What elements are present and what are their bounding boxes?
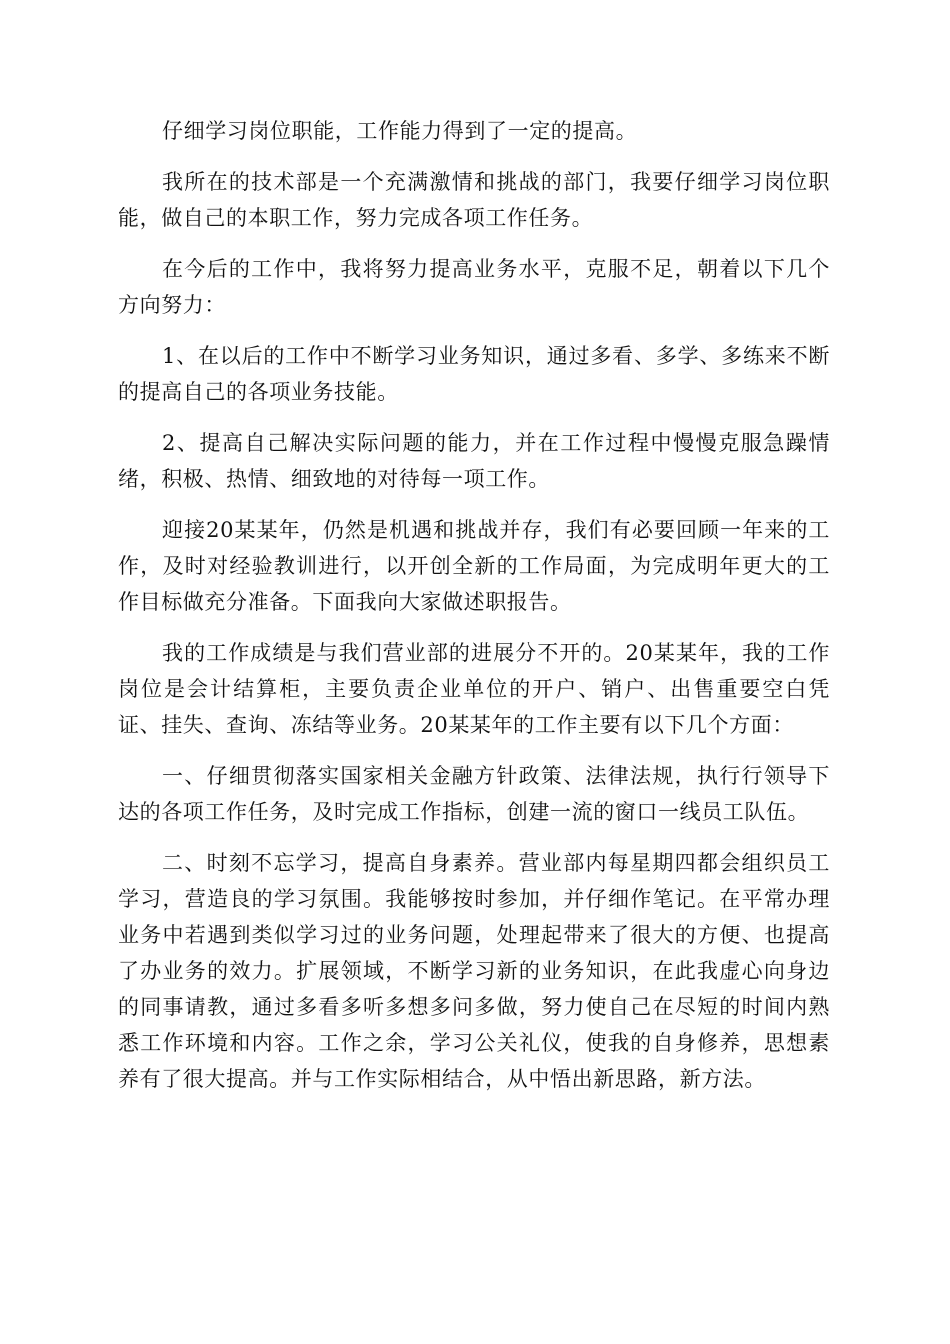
paragraph: 在今后的工作中，我将努力提高业务水平，克服不足，朝着以下几个方向努力： <box>118 257 830 317</box>
paragraph: 一、仔细贯彻落实国家相关金融方针政策、法律法规，执行行领导下达的各项工作任务，及时完成工作指标，创建一流的窗口一线员工队伍。 <box>118 764 830 824</box>
document-body <box>118 113 830 1112</box>
paragraph: 我的工作成绩是与我们营业部的进展分不开的。20某某年，我的工作岗位是会计结算柜，主要负责企业单位的开户、销户、出售重要空白凭证、挂失、查询、冻结等业务。20某某年的工作主要有以下几个方面： <box>118 641 830 737</box>
paragraph: 我所在的技术部是一个充满激情和挑战的部门，我要仔细学习岗位职能，做自己的本职工作，努力完成各项工作任务。 <box>118 170 830 230</box>
paragraph: 二、时刻不忘学习，提高自身素养。营业部内每星期四都会组织员工学习，营造良的学习氛围。我能够按时参加，并仔细作笔记。在平常办理业务中若遇到类似学习过的业务问题，处理起带来了很大的方便、也提高了办业务的效力。扩展领域，不断学习新的业务知识，在此我虚心向身边的同事请教，通过多看多听多想多问多做，努力使自己在尽短的时间内熟悉工作环境和内容。工作之余，学习公关礼仪，使我的自身修养，思想素养有了很大提高。并与工作实际相结合，从中悟出新思路，新方法。 <box>118 851 830 1091</box>
paragraph: 1、在以后的工作中不断学习业务知识，通过多看、多学、多练来不断的提高自己的各项业务技能。 <box>118 344 830 404</box>
paragraph: 迎接20某某年，仍然是机遇和挑战并存，我们有必要回顾一年来的工作，及时对经验教训进行，以开创全新的工作局面，为完成明年更大的工作目标做充分准备。下面我向大家做述职报告。 <box>118 518 830 614</box>
paragraph: 仔细学习岗位职能，工作能力得到了一定的提高。 <box>162 119 638 143</box>
paragraph: 2、提高自己解决实际问题的能力，并在工作过程中慢慢克服急躁情绪，积极、热情、细致地的对待每一项工作。 <box>118 431 830 491</box>
